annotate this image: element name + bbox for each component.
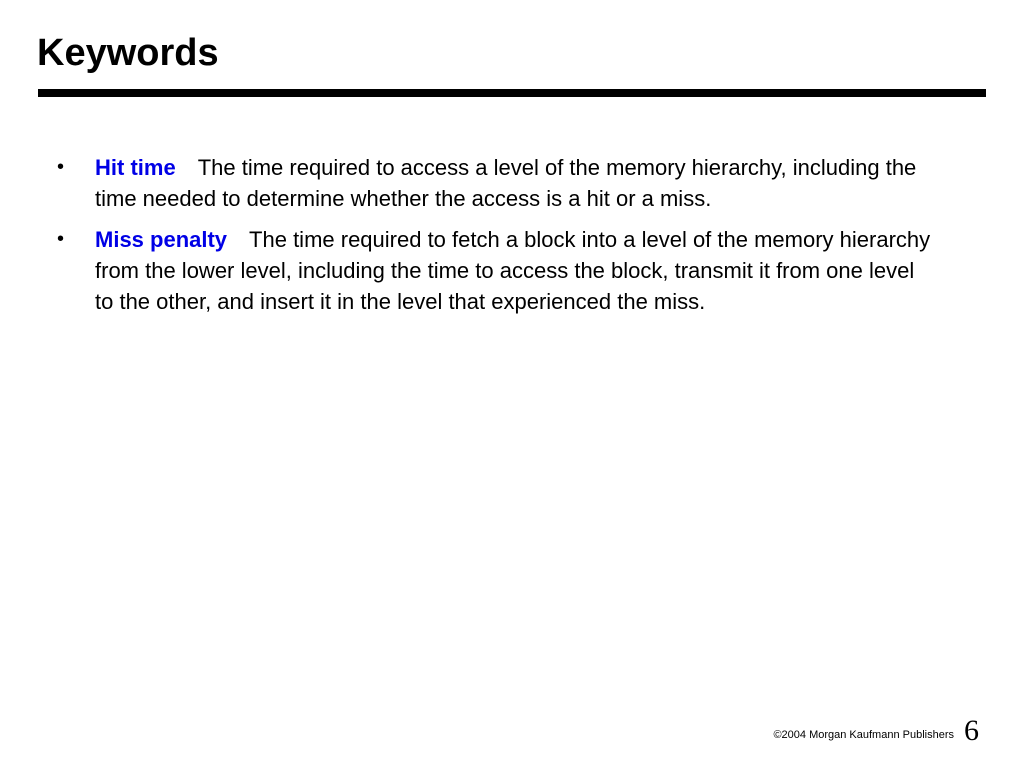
slide-footer [773, 716, 979, 746]
copyright-icon: © [773, 729, 782, 741]
keyword-item-miss-penalty [57, 224, 937, 317]
bullet-icon: • [57, 228, 65, 250]
title-divider [38, 89, 986, 97]
slide-title: Keywords [37, 32, 219, 74]
keyword-definition: The time required to fetch a block into a level of the memory hierarchy from the lower level, including the time to access the block, transmit it from one level to the other, and insert it in the level that experienced the miss. [95, 227, 931, 314]
keyword-item-hit-time [57, 152, 937, 214]
page-number: 6 [964, 714, 979, 747]
keyword-term: Miss penalty [95, 227, 228, 252]
bullet-icon: • [57, 156, 65, 178]
copyright-text: 2004 Morgan Kaufmann Publishers [781, 729, 954, 741]
keyword-list [57, 152, 937, 327]
keyword-term: Hit time [95, 155, 176, 180]
keyword-definition: The time required to access a level of the memory hierarchy, including the time needed to determine whether the access is a hit or a miss. [95, 155, 917, 211]
copyright-notice [773, 728, 954, 746]
